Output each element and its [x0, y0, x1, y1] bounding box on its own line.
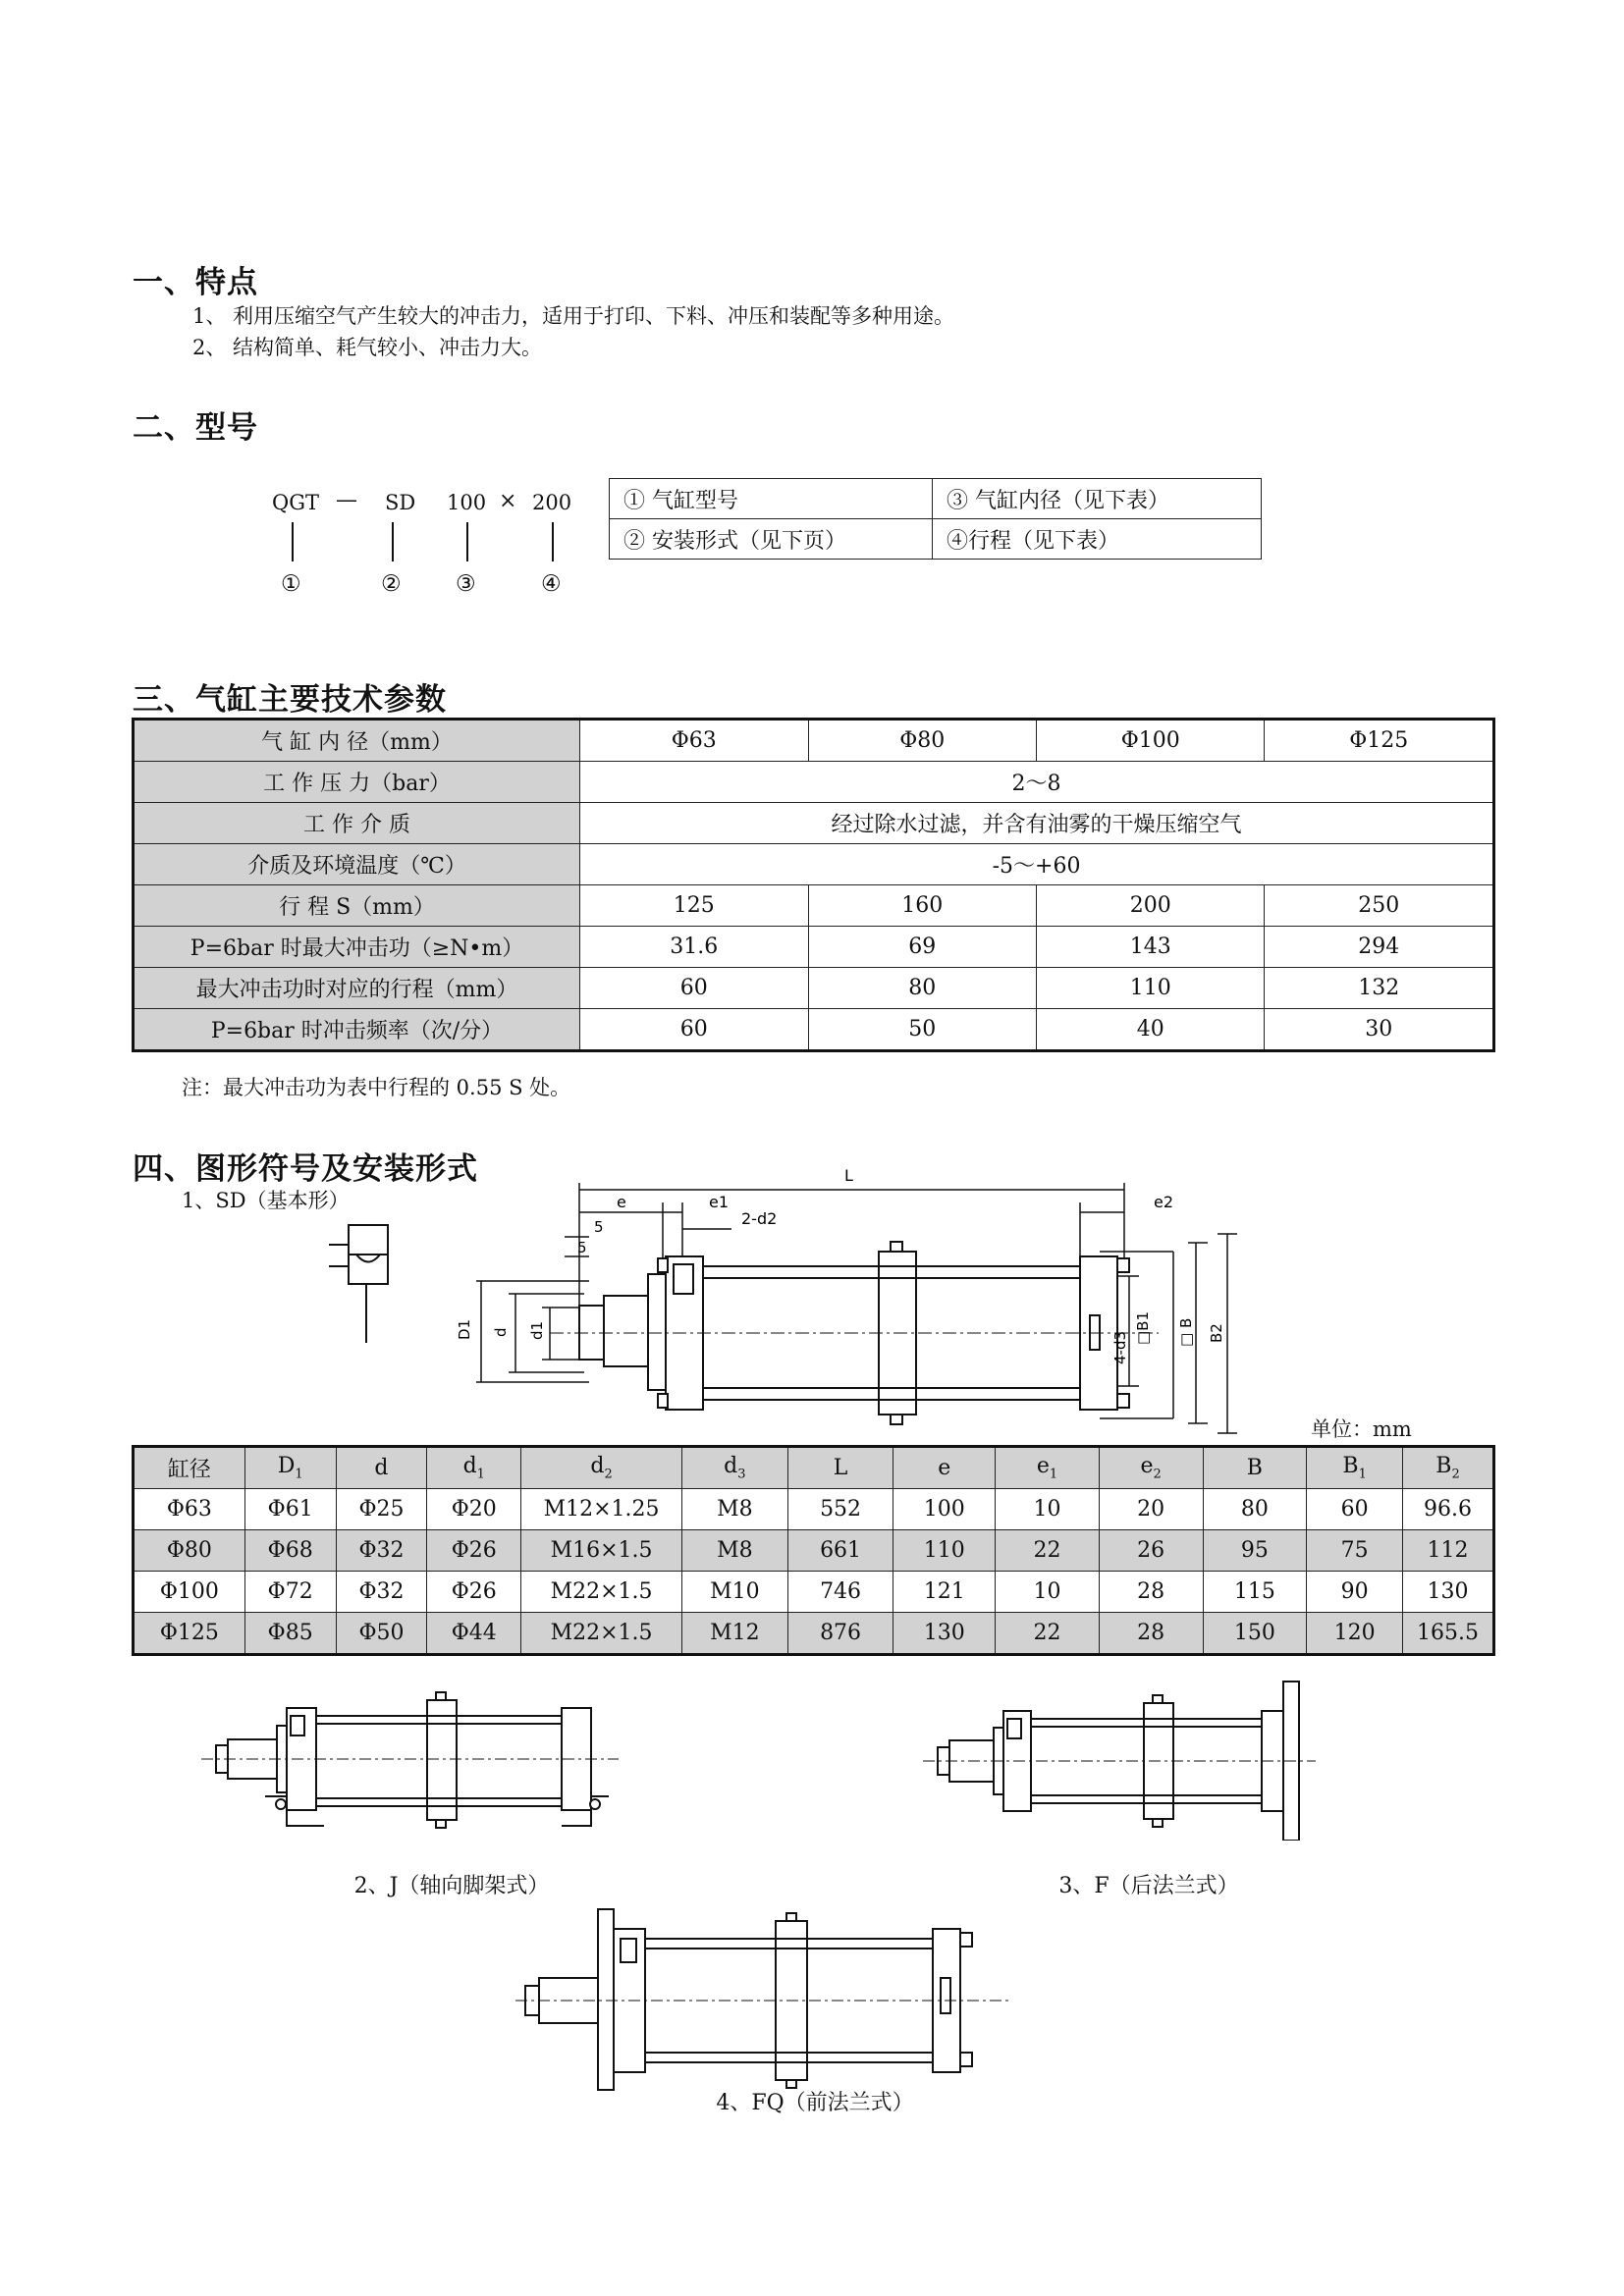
column-header-subscript: 2: [604, 1467, 613, 1482]
param-value-cell: 60: [580, 1009, 808, 1051]
j-mount-drawing: [196, 1679, 628, 1836]
fq-mount-drawing: [511, 1899, 1021, 2096]
dimension-cell: 28: [1099, 1572, 1203, 1613]
table-row: [134, 1572, 1494, 1613]
column-header-text: B: [1342, 1454, 1359, 1479]
column-header-text: 缸径: [167, 1458, 211, 1482]
dimension-cell: 26: [1099, 1530, 1203, 1572]
dimension-cell: 876: [787, 1613, 893, 1655]
model-marker: ④: [541, 571, 562, 597]
column-header-subscript: 1: [1358, 1467, 1367, 1482]
model-marker: ①: [281, 571, 301, 597]
param-value-cell: 60: [580, 968, 808, 1009]
column-header-text: d: [462, 1454, 477, 1479]
column-header-text: d: [724, 1454, 738, 1479]
cylinder-symbol-icon: [319, 1215, 407, 1348]
dimension-cell: 95: [1203, 1530, 1307, 1572]
dimension-cell: 661: [787, 1530, 893, 1572]
param-value-cell: Φ125: [1265, 720, 1494, 762]
param-value-cell: -5～+60: [580, 844, 1494, 885]
column-header-text: D: [277, 1454, 296, 1479]
caption-j-mount: 2、J（轴向脚架式）: [353, 1874, 550, 1898]
table-row: [610, 479, 1262, 519]
dim-label: e: [617, 1193, 626, 1211]
table-row: [134, 927, 1494, 968]
dimension-cell: 112: [1403, 1530, 1494, 1572]
param-value-cell: Φ100: [1036, 720, 1265, 762]
dim-label: D1: [456, 1318, 473, 1340]
model-code-leaders: [0, 0, 687, 609]
column-header: [787, 1447, 893, 1489]
dimension-table: [132, 1445, 1495, 1656]
param-value-cell: 125: [580, 885, 808, 927]
dimension-cell: M12: [681, 1613, 787, 1655]
column-header: [1099, 1447, 1203, 1489]
dimension-cell: 75: [1307, 1530, 1403, 1572]
dimension-cell: Φ44: [427, 1613, 521, 1655]
table-row: [134, 1489, 1494, 1530]
dimension-cell: 22: [996, 1530, 1100, 1572]
dimension-cell: 10: [996, 1489, 1100, 1530]
dimension-cell: 90: [1307, 1572, 1403, 1613]
param-value-cell: 132: [1265, 968, 1494, 1009]
param-label-cell: 气 缸 内 径（mm）: [134, 720, 580, 762]
dimension-cell: 121: [893, 1572, 996, 1613]
dim-label: 2-d2: [741, 1209, 778, 1228]
param-value-cell: 160: [808, 885, 1036, 927]
dimension-cell: Φ68: [244, 1530, 336, 1572]
param-value-cell: 31.6: [580, 927, 808, 968]
dimension-cell: Φ32: [336, 1572, 427, 1613]
table-row: [134, 1530, 1494, 1572]
unit-label: 单位：mm: [1311, 1417, 1412, 1441]
dimension-cell: 746: [787, 1572, 893, 1613]
dimension-cell: Φ72: [244, 1572, 336, 1613]
feature-item: 1、 利用压缩空气产生较大的冲击力，适用于打印、下料、冲压和装配等多种用途。: [192, 304, 955, 328]
column-header-subscript: 2: [1451, 1467, 1460, 1482]
column-header: [134, 1447, 245, 1489]
param-value-cell: Φ63: [580, 720, 808, 762]
param-label-cell: P=6bar 时冲击频率（次/分）: [134, 1009, 580, 1051]
model-code-part: SD: [385, 491, 416, 514]
column-header: [521, 1447, 682, 1489]
dimension-cell: 22: [996, 1613, 1100, 1655]
param-label-cell: 介质及环境温度（℃）: [134, 844, 580, 885]
dimension-cell: Φ26: [427, 1572, 521, 1613]
column-header-text: d: [590, 1454, 605, 1479]
table-header-row: [134, 1447, 1494, 1489]
column-header-text: e: [938, 1456, 951, 1480]
column-header-subscript: 1: [1049, 1467, 1058, 1482]
dimension-cell: M8: [681, 1530, 787, 1572]
column-header-text: e: [1140, 1454, 1154, 1479]
table-row: [134, 762, 1494, 803]
column-header-subscript: 1: [476, 1467, 485, 1482]
dimension-cell: 165.5: [1403, 1613, 1494, 1655]
dimension-cell: 60: [1307, 1489, 1403, 1530]
column-header: [244, 1447, 336, 1489]
dim-label: d: [492, 1327, 510, 1337]
caption-fq-mount: 4、FQ（前法兰式）: [716, 2091, 914, 2115]
param-value-cell: 110: [1036, 968, 1265, 1009]
dimension-cell: Φ61: [244, 1489, 336, 1530]
column-header: [996, 1447, 1100, 1489]
column-header: [893, 1447, 996, 1489]
table-row: [610, 519, 1262, 560]
table-row: [134, 844, 1494, 885]
legend-cell: ① 气缸型号: [610, 479, 933, 519]
dimension-cell: M22×1.5: [521, 1572, 682, 1613]
dim-label: 5: [594, 1218, 604, 1236]
param-label-cell: P=6bar 时最大冲击功（≥N•m）: [134, 927, 580, 968]
model-code-part: —: [336, 488, 357, 512]
param-value-cell: 200: [1036, 885, 1265, 927]
column-header-subscript: 1: [295, 1467, 303, 1482]
dimension-cell: Φ100: [134, 1572, 245, 1613]
dimension-cell: Φ25: [336, 1489, 427, 1530]
model-legend-table: [609, 478, 1262, 560]
model-code-part: 100: [447, 491, 487, 514]
dimension-cell: 100: [893, 1489, 996, 1530]
params-table: [132, 718, 1495, 1052]
param-value-cell: 294: [1265, 927, 1494, 968]
caption-f-mount: 3、F（后法兰式）: [1058, 1874, 1239, 1898]
dimension-cell: 120: [1307, 1613, 1403, 1655]
param-label-cell: 工 作 压 力（bar）: [134, 762, 580, 803]
param-value-cell: 30: [1265, 1009, 1494, 1051]
sd-type-label: 1、SD（基本形）: [182, 1189, 350, 1212]
section-title-features: 一、特点: [133, 265, 258, 300]
dimension-cell: Φ125: [134, 1613, 245, 1655]
legend-cell: ③ 气缸内径（见下表）: [933, 479, 1262, 519]
sd-dimension-drawing: [452, 1158, 1276, 1443]
dim-label: e2: [1154, 1193, 1174, 1211]
dim-label: L: [844, 1166, 853, 1185]
param-value-cell: Φ80: [808, 720, 1036, 762]
param-label-cell: 最大冲击功时对应的行程（mm）: [134, 968, 580, 1009]
dimension-cell: Φ63: [134, 1489, 245, 1530]
table-row: [134, 803, 1494, 844]
param-value-cell: 69: [808, 927, 1036, 968]
dimension-cell: M10: [681, 1572, 787, 1613]
legend-cell: ② 安装形式（见下页）: [610, 519, 933, 560]
param-value-cell: 2～8: [580, 762, 1494, 803]
dimension-cell: 130: [893, 1613, 996, 1655]
section-title-params: 三、气缸主要技术参数: [133, 682, 447, 718]
section-title-model: 二、型号: [133, 410, 258, 446]
dimension-cell: Φ26: [427, 1530, 521, 1572]
dimension-cell: Φ20: [427, 1489, 521, 1530]
table-row: [134, 720, 1494, 762]
dimension-cell: 28: [1099, 1613, 1203, 1655]
param-label-cell: 行 程 S（mm）: [134, 885, 580, 927]
dimension-cell: 130: [1403, 1572, 1494, 1613]
param-value-cell: 经过除水过滤，并含有油雾的干燥压缩空气: [580, 803, 1494, 844]
dimension-cell: 115: [1203, 1572, 1307, 1613]
param-value-cell: 40: [1036, 1009, 1265, 1051]
table-row: [134, 885, 1494, 927]
dimension-cell: 96.6: [1403, 1489, 1494, 1530]
dimension-cell: Φ80: [134, 1530, 245, 1572]
model-marker: ②: [381, 571, 402, 597]
model-code-part: QGT: [272, 491, 319, 514]
model-marker: ③: [456, 571, 476, 597]
column-header-subscript: 2: [1153, 1467, 1162, 1482]
section-title-mounting: 四、图形符号及安装形式: [133, 1151, 478, 1187]
model-code-part: ×: [499, 489, 517, 513]
column-header: [427, 1447, 521, 1489]
feature-item: 2、 结构简单、耗气较小、冲击力大。: [192, 336, 543, 359]
dim-label: 5: [577, 1239, 587, 1256]
dim-label: B2: [1208, 1323, 1225, 1343]
legend-cell: ④行程（见下表）: [933, 519, 1262, 560]
dimension-cell: M12×1.25: [521, 1489, 682, 1530]
dimension-cell: M16×1.5: [521, 1530, 682, 1572]
column-header: [1403, 1447, 1494, 1489]
dimension-cell: 20: [1099, 1489, 1203, 1530]
model-code-part: 200: [532, 491, 572, 514]
column-header-text: e: [1036, 1454, 1050, 1479]
dimension-cell: Φ32: [336, 1530, 427, 1572]
param-value-cell: 80: [808, 968, 1036, 1009]
param-label-cell: 工 作 介 质: [134, 803, 580, 844]
column-header-text: B: [1435, 1454, 1452, 1479]
table-row: [134, 1009, 1494, 1051]
f-mount-drawing: [913, 1674, 1326, 1841]
dimension-cell: 110: [893, 1530, 996, 1572]
table-row: [134, 1613, 1494, 1655]
column-header-text: L: [833, 1456, 848, 1480]
params-note: 注：最大冲击功为表中行程的 0.55 S 处。: [182, 1076, 571, 1099]
column-header: [1307, 1447, 1403, 1489]
dim-label: □B1: [1134, 1310, 1152, 1345]
dimension-cell: 10: [996, 1572, 1100, 1613]
column-header-text: d: [374, 1456, 389, 1480]
column-header: [1203, 1447, 1307, 1489]
param-value-cell: 143: [1036, 927, 1265, 968]
dimension-cell: Φ50: [336, 1613, 427, 1655]
dimension-cell: M22×1.5: [521, 1613, 682, 1655]
dimension-cell: Φ85: [244, 1613, 336, 1655]
dimension-cell: 552: [787, 1489, 893, 1530]
dim-label: □ B: [1177, 1317, 1195, 1347]
dimension-cell: 80: [1203, 1489, 1307, 1530]
column-header-subscript: 3: [737, 1467, 746, 1482]
column-header-text: B: [1246, 1456, 1263, 1480]
dim-label: e1: [709, 1193, 730, 1211]
column-header: [336, 1447, 427, 1489]
dimension-cell: 150: [1203, 1613, 1307, 1655]
param-value-cell: 50: [808, 1009, 1036, 1051]
dimension-cell: M8: [681, 1489, 787, 1530]
dim-label: 4-d3: [1111, 1330, 1129, 1364]
param-value-cell: 250: [1265, 885, 1494, 927]
column-header: [681, 1447, 787, 1489]
dim-label: d1: [528, 1320, 546, 1340]
table-row: [134, 968, 1494, 1009]
